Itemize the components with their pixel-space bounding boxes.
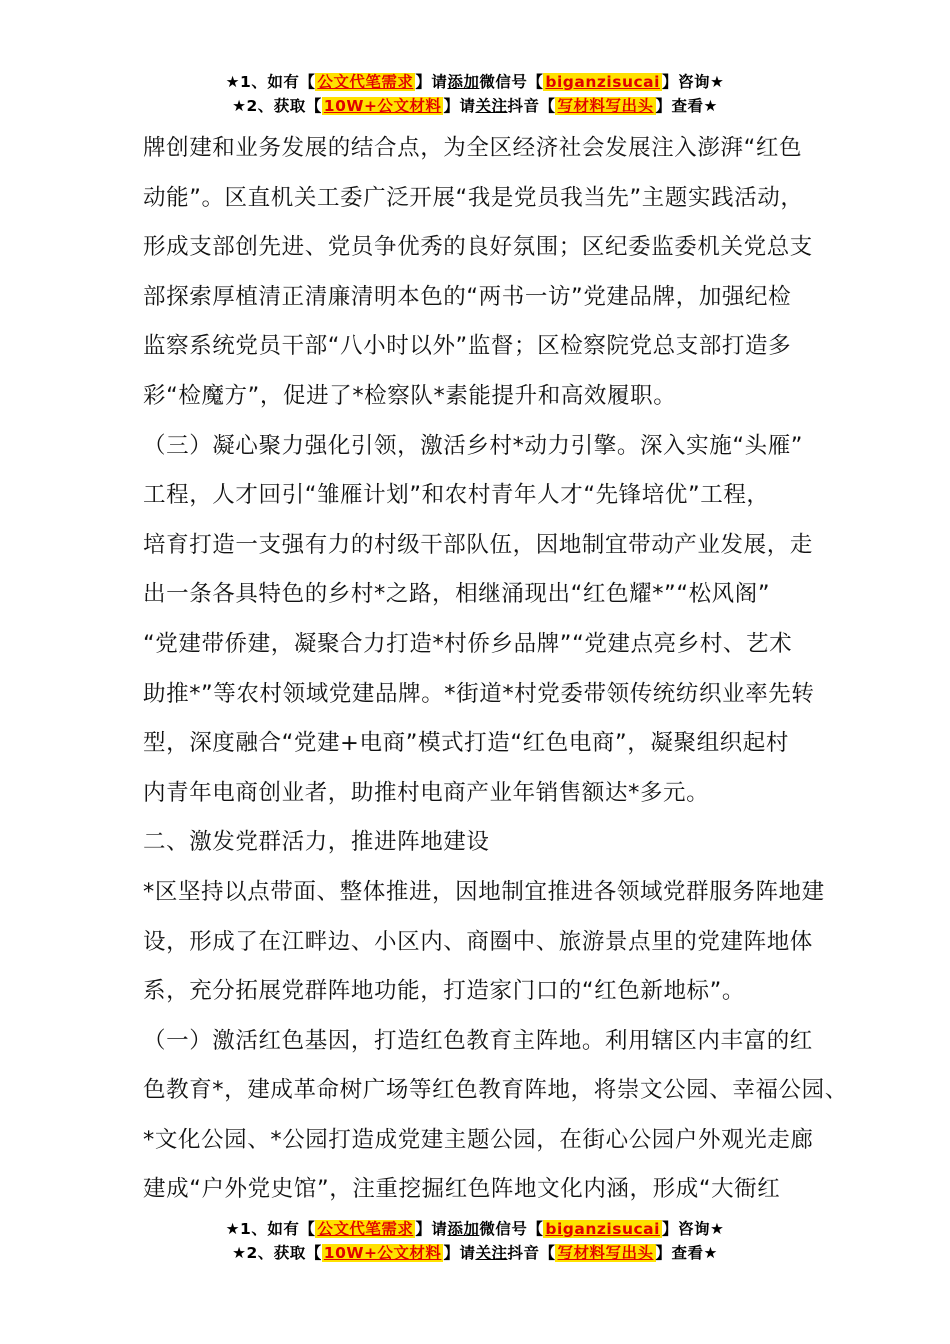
- footer-line-2-suffix: 】查看★: [655, 1244, 718, 1262]
- body-line: 内青年电商创业者，助推村电商产业年销售额达*多元。: [143, 779, 710, 806]
- banner-line-1: [0, 70, 950, 94]
- banner-line-2-middle-1: 】请: [443, 97, 476, 115]
- header-banner: [0, 70, 950, 118]
- banner-line-1-suffix: 】咨询★: [661, 73, 725, 91]
- footer-line-2-prefix: ★2、获取【: [232, 1244, 322, 1262]
- banner-line-1-middle-2: 微信号【: [479, 73, 544, 91]
- footer-line-1-suffix: 】咨询★: [661, 1220, 725, 1238]
- document-body: [143, 124, 848, 1215]
- banner-line-1-emphasis: 添加: [447, 73, 480, 91]
- body-line: 工程，人才回引“雏雁计划”和农村青年人才“先锋培优”工程，: [143, 482, 770, 509]
- footer-line-2-highlight-1: 10W+公文材料: [323, 1244, 442, 1262]
- banner-line-1-highlight-2: biganzisucai: [545, 73, 660, 91]
- footer-line-1-middle-2: 微信号【: [479, 1220, 544, 1238]
- body-line: 出一条各具特色的乡村*之路，相继涌现出“红色耀*”“松风阁”: [143, 581, 771, 608]
- footer-line-1-highlight-1: 公文代笔需求: [317, 1220, 414, 1238]
- body-line: 色教育*，建成革命树广场等红色教育阵地，将崇文公园、幸福公园、: [143, 1077, 848, 1104]
- body-line: 部探索厚植清正清廉清明本色的“两书一访”党建品牌，加强纪检: [143, 283, 792, 310]
- body-line: 助推*”等农村领域党建品牌。*街道*村党委带领传统纺织业率先转: [143, 680, 815, 707]
- banner-line-2-highlight-1: 10W+公文材料: [323, 97, 442, 115]
- body-line: *文化公园、*公园打造成党建主题公园，在街心公园户外观光走廊: [143, 1126, 814, 1153]
- body-line: “党建带侨建，凝聚合力打造*村侨乡品牌”“党建点亮乡村、艺术: [143, 630, 793, 657]
- banner-line-1-middle-1: 】请: [415, 73, 448, 91]
- body-line: *区坚持以点带面、整体推进，因地制宜推进各领域党群服务阵地建: [143, 878, 825, 905]
- footer-line-2-middle-2: 抖音【: [507, 1244, 556, 1262]
- section-heading-line: （一）激活红色基因，打造红色教育主阵地。利用辖区内丰富的红: [143, 1027, 813, 1054]
- body-line: 设，形成了在江畔边、小区内、商圈中、旅游景点里的党建阵地体: [143, 928, 813, 955]
- body-line: 培育打造一支强有力的村级干部队伍，因地制宜带动产业发展，走: [143, 531, 813, 558]
- body-line: 牌创建和业务发展的结合点，为全区经济社会发展注入澎湃“红色: [143, 135, 803, 161]
- section-heading: 二、激发党群活力，推进阵地建设: [143, 829, 490, 856]
- footer-banner: [0, 1217, 950, 1265]
- banner-line-2-suffix: 】查看★: [655, 97, 718, 115]
- section-heading-line: （三）凝心聚力强化引领，激活乡村*动力引擎。深入实施“头雁”: [143, 432, 804, 459]
- body-line: 形成支部创先进、党员争优秀的良好氛围；区纪委监委机关党总支: [143, 234, 813, 261]
- body-line: 系，充分拓展党群阵地功能，打造家门口的“红色新地标”。: [143, 978, 746, 1005]
- footer-line-1-emphasis: 添加: [447, 1220, 480, 1238]
- banner-line-2: [0, 94, 950, 118]
- body-line: 彩“检魔方”，促进了*检察队*素能提升和高效履职。: [143, 382, 677, 409]
- banner-line-1-prefix: ★1、如有【: [225, 73, 316, 91]
- footer-line-1-highlight-2: biganzisucai: [545, 1220, 660, 1238]
- banner-line-2-middle-2: 抖音【: [507, 97, 556, 115]
- footer-line-2-middle-1: 】请: [443, 1244, 476, 1262]
- banner-line-2-emphasis: 关注: [475, 97, 508, 115]
- footer-line-1-prefix: ★1、如有【: [225, 1220, 316, 1238]
- footer-line-2-emphasis: 关注: [475, 1244, 508, 1262]
- footer-line-2: [0, 1241, 950, 1265]
- body-line: 建成“户外党史馆”，注重挖掘红色阵地文化内涵，形成“大衙红: [143, 1176, 781, 1203]
- banner-line-1-highlight-1: 公文代笔需求: [317, 73, 414, 91]
- footer-line-1: [0, 1217, 950, 1241]
- body-line: 监察系统党员干部“八小时以外”监督；区检察院党总支部打造多: [143, 333, 792, 360]
- footer-line-1-middle-1: 】请: [415, 1220, 448, 1238]
- footer-line-2-highlight-2: 写材料写出头: [557, 1244, 654, 1262]
- banner-line-2-highlight-2: 写材料写出头: [557, 97, 654, 115]
- banner-line-2-prefix: ★2、获取【: [232, 97, 322, 115]
- body-line: 型，深度融合“党建+电商”模式打造“红色电商”，凝聚组织起村: [143, 730, 789, 757]
- body-line: 动能”。区直机关工委广泛开展“我是党员我当先”主题实践活动，: [143, 184, 804, 211]
